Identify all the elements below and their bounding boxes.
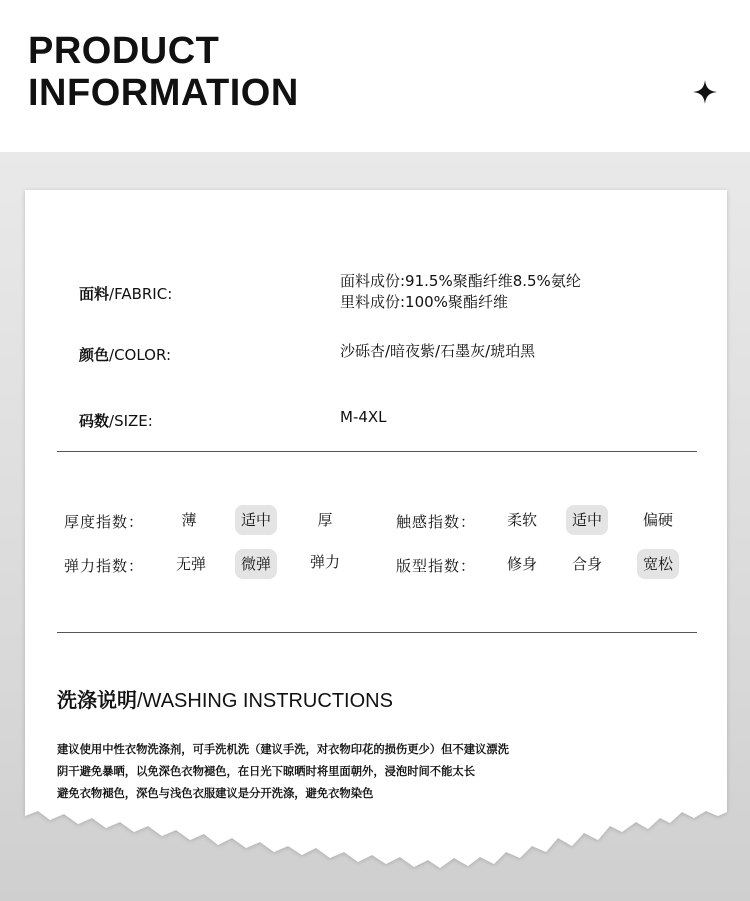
thickness-option-thin: 薄 [181, 511, 197, 529]
size-label-en: /SIZE: [109, 412, 153, 430]
washing-title-en: /WASHING INSTRUCTIONS [137, 690, 393, 712]
size-label [79, 410, 153, 431]
fabric-label-cn: 面料 [79, 285, 110, 303]
size-label-cn: 码数 [79, 412, 110, 430]
color-label [79, 344, 171, 365]
fit-option-loose-selected: 宽松 [637, 549, 679, 579]
fit-option-slim: 修身 [506, 555, 538, 573]
thickness-index-label: 厚度指数： [64, 513, 145, 531]
divider [57, 632, 697, 633]
divider [57, 451, 697, 452]
size-value: M-4XL [340, 408, 387, 426]
washing-line-1: 建议使用中性衣物洗涤剂，可手洗机洗（建议手洗，对衣物印花的损伤更少）但不建议漂洗 [57, 743, 509, 756]
touch-option-firm: 偏硬 [642, 511, 674, 529]
fabric-value-line-1: 面料成份:91.5%聚酯纤维8.5%氨纶 [340, 272, 581, 290]
color-value: 沙砾杏/暗夜紫/石墨灰/琥珀黑 [340, 342, 536, 360]
touch-option-medium-selected: 适中 [566, 505, 608, 535]
washing-title [57, 684, 393, 713]
touch-option-soft: 柔软 [506, 511, 538, 529]
title-line-1: PRODUCT [28, 30, 220, 72]
color-label-en: /COLOR: [109, 346, 171, 364]
washing-line-3: 避免衣物褪色，深色与浅色衣服建议是分开洗涤，避免衣物染色 [57, 787, 374, 800]
fabric-label [79, 283, 172, 304]
washing-title-cn: 洗涤说明 [57, 688, 137, 712]
fit-option-regular: 合身 [571, 555, 603, 573]
washing-line-2: 阴干避免暴晒，以免深色衣物褪色，在日光下晾晒时将里面朝外，浸泡时间不能太长 [57, 765, 475, 778]
fabric-label-en: /FABRIC: [109, 285, 173, 303]
title-line-2: INFORMATION [28, 72, 299, 114]
elasticity-option-slight-selected: 微弹 [235, 549, 277, 579]
color-label-cn: 颜色 [79, 346, 110, 364]
touch-index-label: 触感指数： [396, 513, 477, 531]
fabric-value-line-2: 里料成份:100%聚酯纤维 [340, 293, 508, 311]
elasticity-index-label: 弹力指数： [64, 557, 145, 575]
elasticity-option-stretch: 弹力 [309, 553, 341, 571]
elasticity-option-none: 无弹 [175, 555, 207, 573]
thickness-option-medium-selected: 适中 [235, 505, 277, 535]
thickness-option-thick: 厚 [317, 511, 333, 529]
fit-index-label: 版型指数： [396, 557, 477, 575]
fabric-value [340, 271, 581, 313]
